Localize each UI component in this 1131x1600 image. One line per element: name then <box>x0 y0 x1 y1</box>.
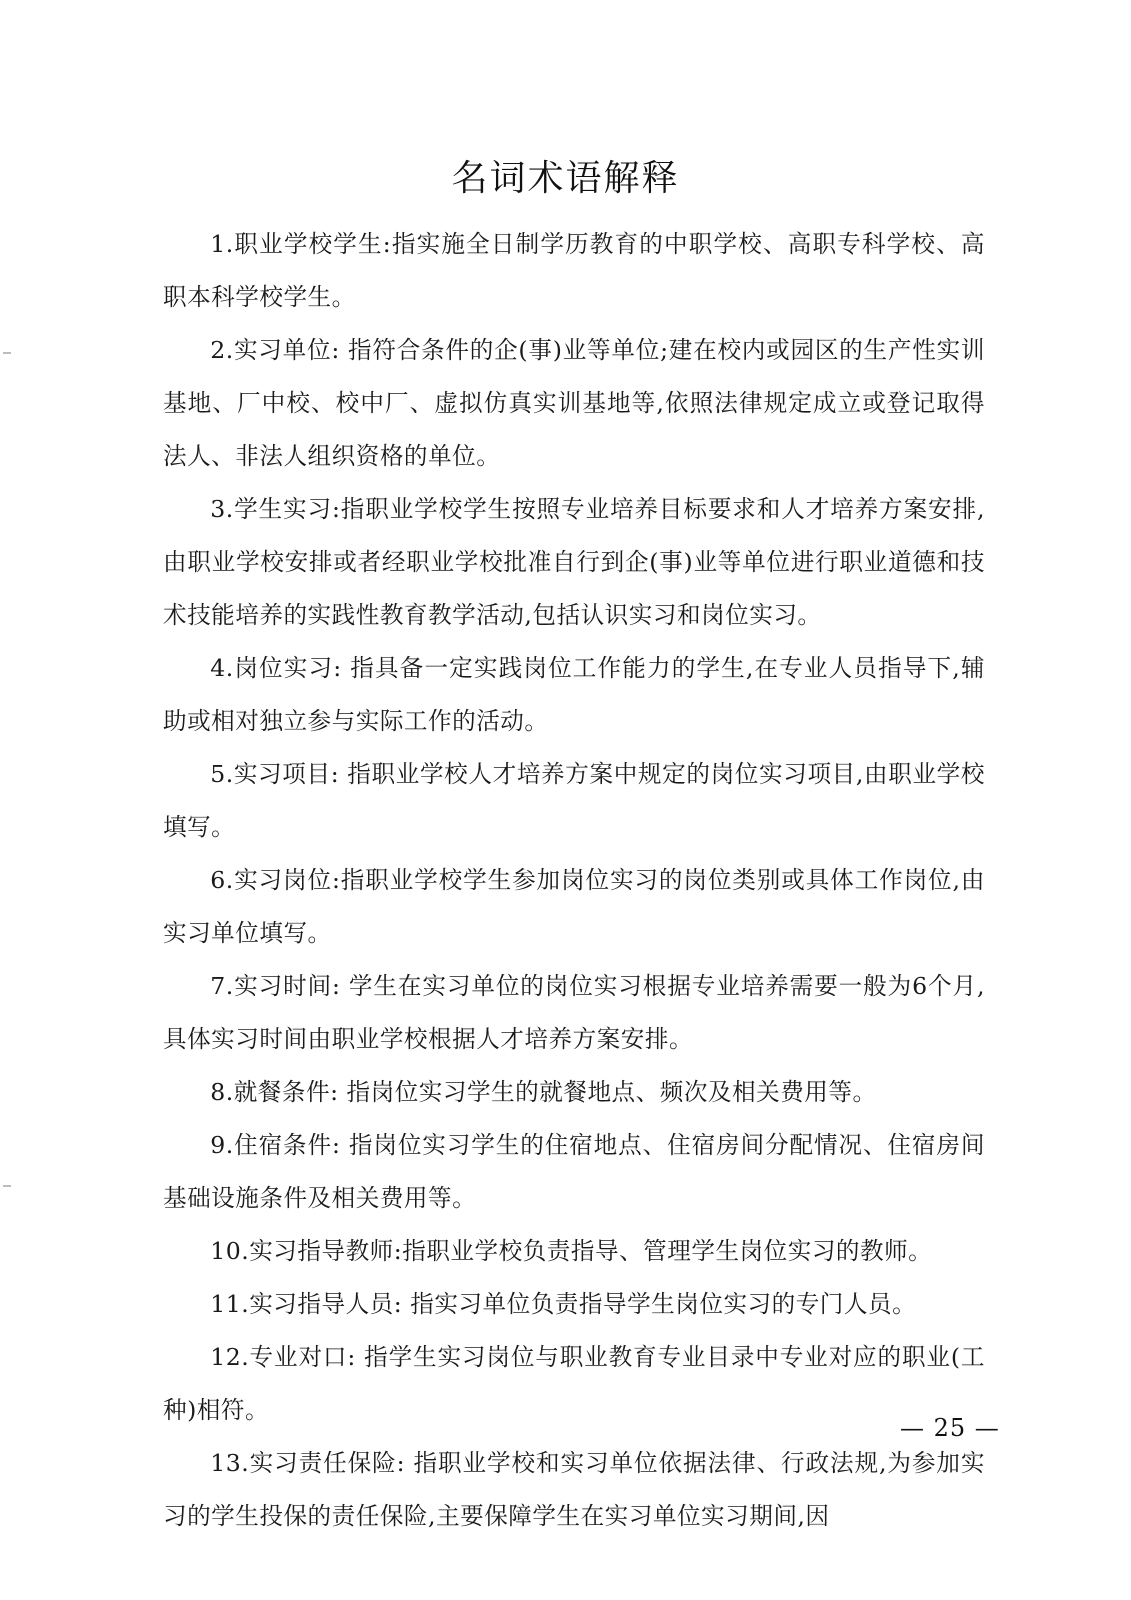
definition-paragraph-4: 4.岗位实习: 指具备一定实践岗位工作能力的学生,在专业人员指导下,辅助或相对独立参与实际工作的活动。 <box>163 654 985 735</box>
page-title: 名词术语解释 <box>451 158 680 199</box>
definition-paragraph-5: 5.实习项目: 指职业学校人才培养方案中规定的岗位实习项目,由职业学校填写。 <box>163 760 985 841</box>
definition-paragraph-10: 10.实习指导教师:指职业学校负责指导、管理学生岗位实习的教师。 <box>210 1237 933 1265</box>
document-body <box>163 218 985 1543</box>
definition-paragraph-1: 1.职业学校学生:指实施全日制学历教育的中职学校、高职专科学校、高职本科学校学生。 <box>163 230 985 311</box>
definition-paragraph-2: 2.实习单位: 指符合条件的企(事)业等单位;建在校内或园区的生产性实训基地、厂中校、校中厂、虚拟仿真实训基地等,依照法律规定成立或登记取得法人、非法人组织资格的单位。 <box>163 336 985 470</box>
page-number: — 25 — <box>900 1414 1000 1442</box>
definition-paragraph-6: 6.实习岗位:指职业学校学生参加岗位实习的岗位类别或具体工作岗位,由实习单位填写。 <box>163 866 985 947</box>
definition-paragraph-3: 3.学生实习:指职业学校学生按照专业培养目标要求和人才培养方案安排,由职业学校安排或者经职业学校批准自行到企(事)业等单位进行职业道德和技术技能培养的实践性教育教学活动,包括认识实习和岗位实习。 <box>163 495 985 629</box>
definition-paragraph-11: 11.实习指导人员: 指实习单位负责指导学生岗位实习的专门人员。 <box>210 1290 917 1318</box>
definition-paragraph-13: 13.实习责任保险: 指职业学校和实习单位依据法律、行政法规,为参加实习的学生投保的责任保险,主要保障学生在实习单位实习期间,因 <box>163 1449 985 1530</box>
scan-mark <box>3 352 11 354</box>
scan-mark <box>3 1185 11 1187</box>
definition-paragraph-7: 7.实习时间: 学生在实习单位的岗位实习根据专业培养需要一般为6个月,具体实习时间由职业学校根据人才培养方案安排。 <box>163 972 985 1053</box>
definition-paragraph-12: 12.专业对口: 指学生实习岗位与职业教育专业目录中专业对应的职业(工种)相符。 <box>163 1343 985 1424</box>
definition-paragraph-9: 9.住宿条件: 指岗位实习学生的住宿地点、住宿房间分配情况、住宿房间基础设施条件及相关费用等。 <box>163 1131 985 1212</box>
definition-paragraph-8: 8.就餐条件: 指岗位实习学生的就餐地点、频次及相关费用等。 <box>210 1078 877 1106</box>
